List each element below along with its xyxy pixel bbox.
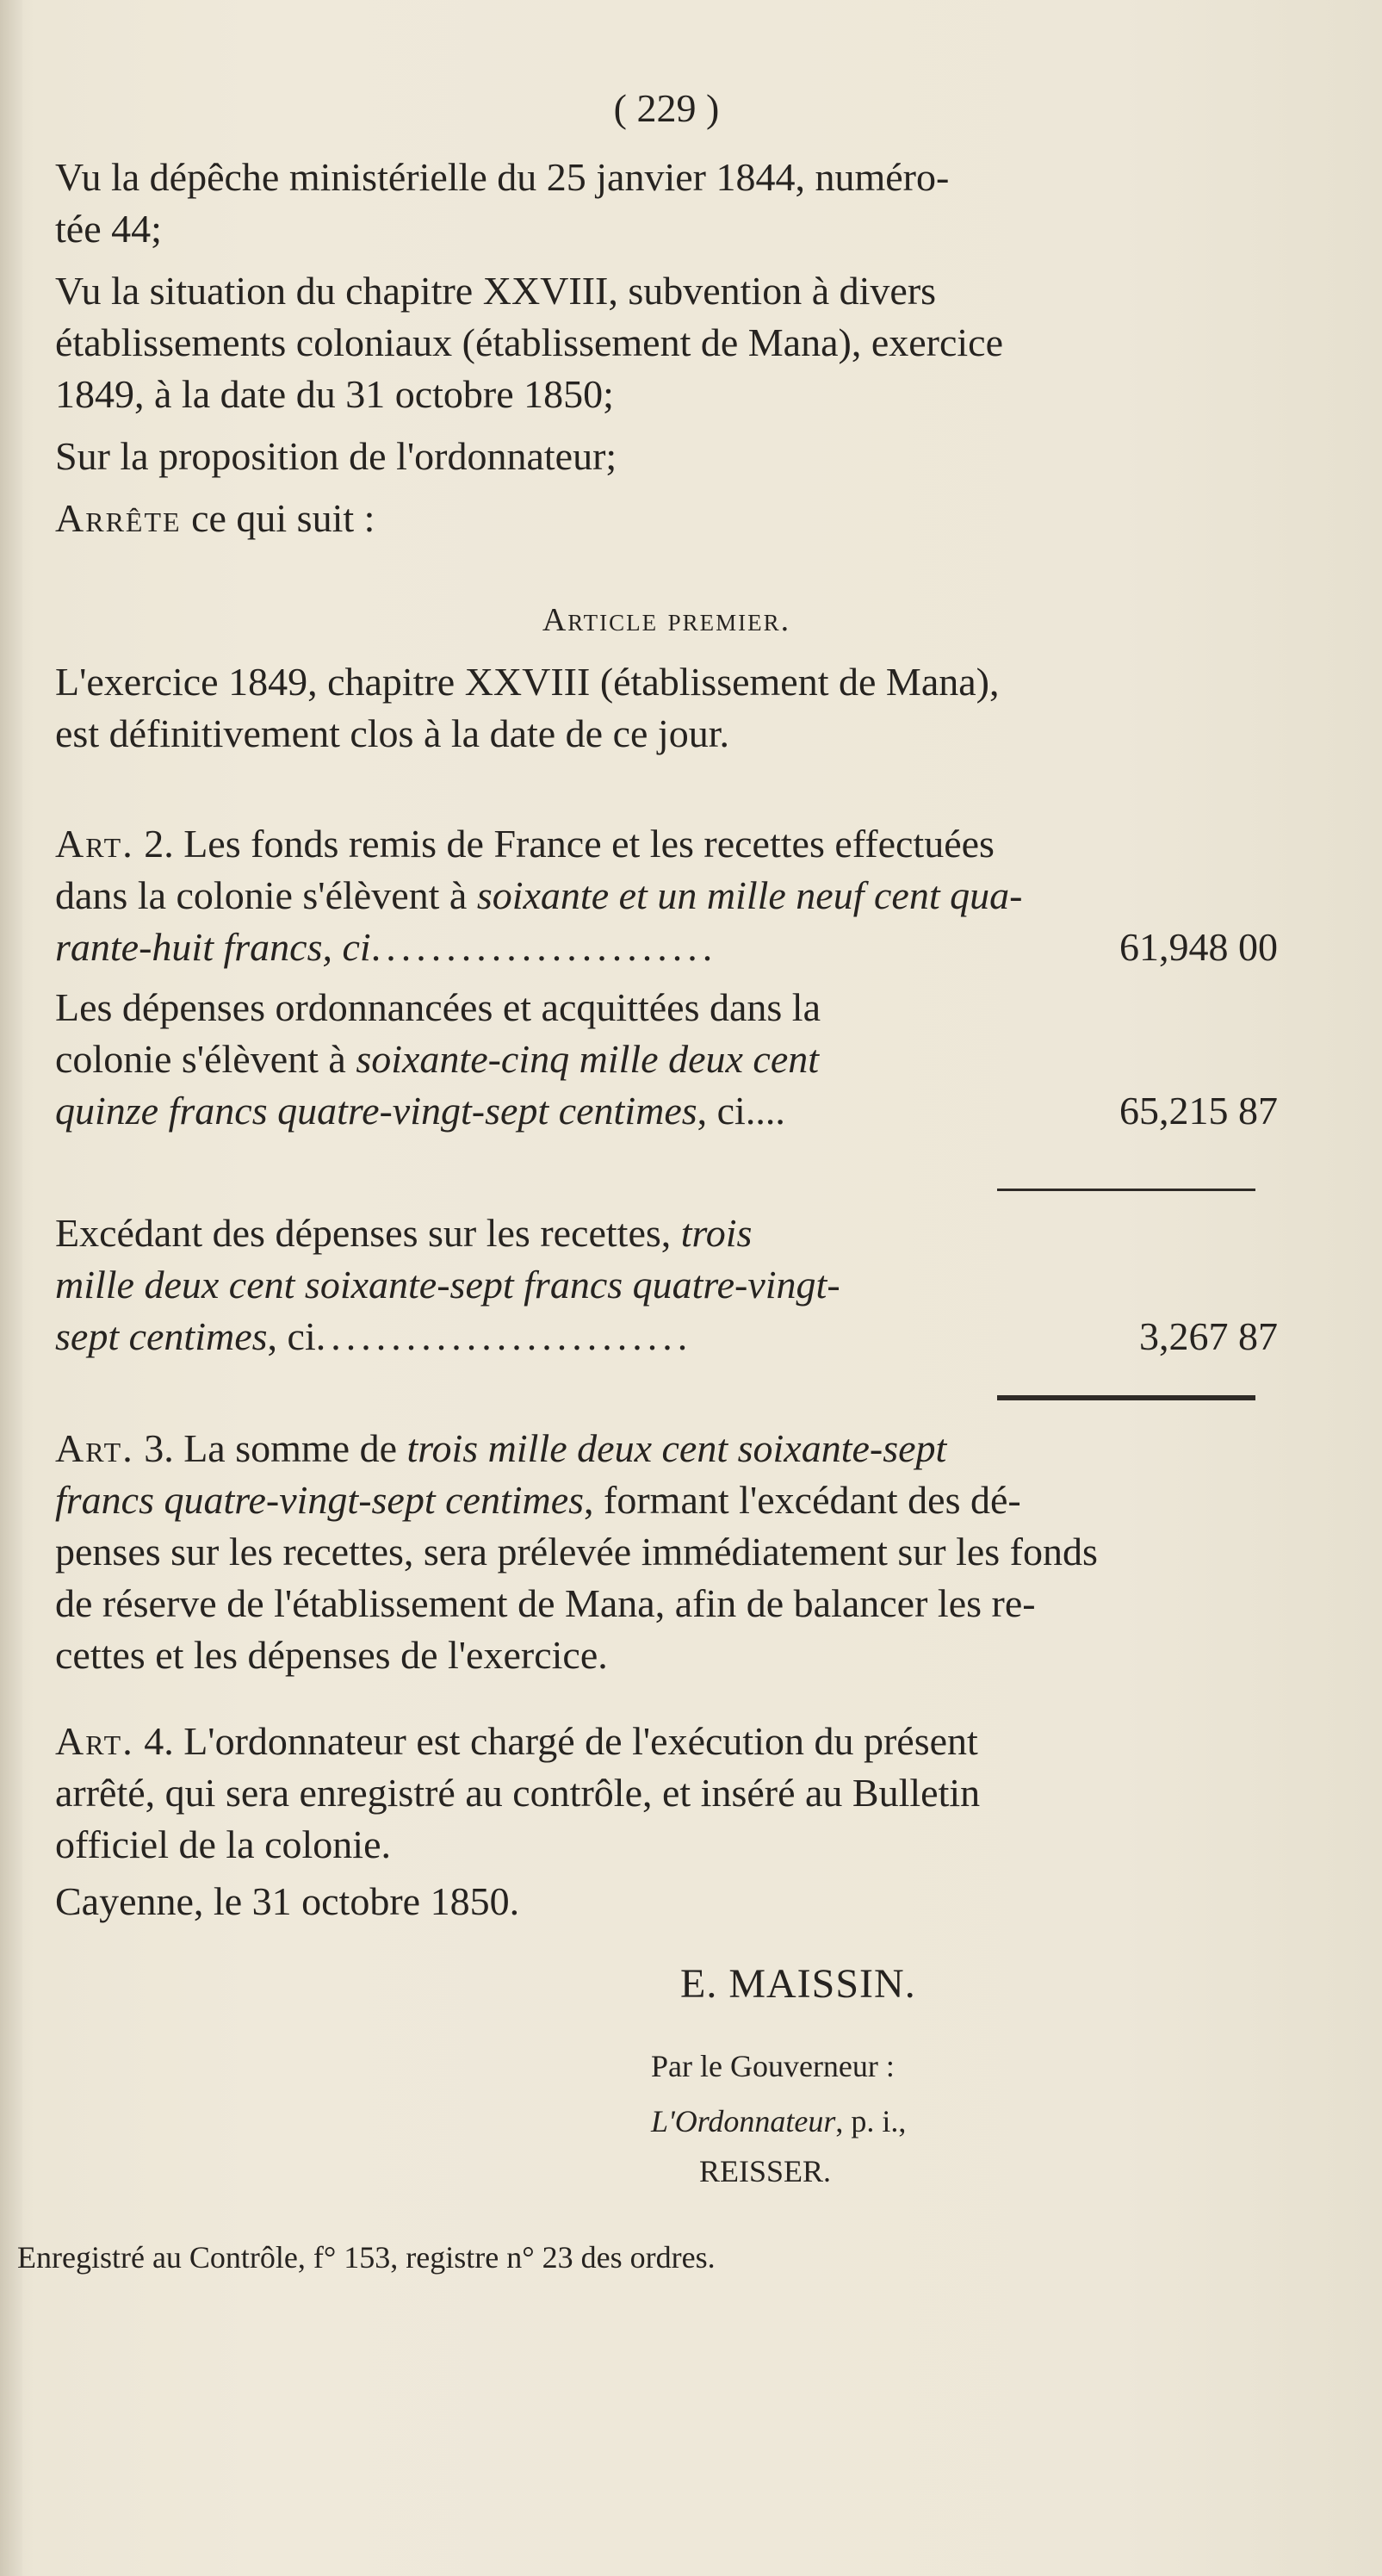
exc-line3-rest: , ci xyxy=(267,1314,316,1358)
leader-dots: ....................... xyxy=(370,925,718,969)
ordonnateur-italic: L'Ordonnateur xyxy=(651,2104,836,2138)
signatory: E. MAISSIN. xyxy=(680,1961,916,2007)
art1-line2: est définitivement clos à la date de ce jour. xyxy=(55,711,729,755)
art2-label: Art. xyxy=(55,822,134,866)
ledger-row-depenses xyxy=(55,1085,1278,1137)
article-4 xyxy=(55,1716,1278,1871)
place-date xyxy=(55,1876,1278,1927)
page-number xyxy=(55,83,1278,134)
par-le-gouverneur: Par le Gouverneur : xyxy=(651,2049,895,2083)
para-arrete xyxy=(55,493,1278,544)
art3-line5: cettes et les dépenses de l'exercice. xyxy=(55,1633,608,1677)
article-1 xyxy=(55,656,1278,760)
art4-line3: officiel de la colonie. xyxy=(55,1822,391,1866)
art1-line1: L'exercice 1849, chapitre XXVIII (établissement de Mana), xyxy=(55,660,1000,704)
art2-line1-rest: 2. Les fonds remis de France et les recettes effectuées xyxy=(133,822,995,866)
art4-line1-rest: 4. L'ordonnateur est chargé de l'exécution du présent xyxy=(133,1719,978,1763)
art3-line2 xyxy=(55,1474,1278,1526)
art3-line1 xyxy=(55,1423,1278,1474)
art4-label: Art. xyxy=(55,1719,134,1763)
excedant xyxy=(55,1207,1278,1362)
sum-rule-2 xyxy=(997,1395,1255,1400)
exc-line3-italic: sept centimes xyxy=(55,1314,268,1358)
ledger-row-excedant xyxy=(55,1311,1278,1362)
exc-line2-italic: mille deux cent soixante-sept francs quatre-vingt- xyxy=(55,1263,840,1307)
art4-line2: arrêté, qui sera enregistré au contrôle, et inséré au Bulletin xyxy=(55,1771,981,1815)
para-situation-1: Vu la situation du chapitre XXVIII, subvention à divers xyxy=(55,269,937,313)
reisser-name: REISSER. xyxy=(699,2154,832,2188)
exc-line1-plain: Excédant des dépenses sur les recettes, xyxy=(55,1211,681,1255)
exc-line1-italic: trois xyxy=(680,1211,753,1255)
para-depeche: Vu la dépêche ministérielle du 25 janvier 1844, numéro- xyxy=(55,155,950,199)
dep-line2 xyxy=(55,1034,1278,1085)
art3-line4: de réserve de l'établissement de Mana, afin de balancer les re- xyxy=(55,1581,1036,1625)
para-depeche-cont: tée 44; xyxy=(55,207,162,251)
amount-excedant: 3,267 87 xyxy=(1139,1314,1278,1358)
art3-label: Art. xyxy=(55,1426,134,1470)
ordonnateur-rest: , p. i., xyxy=(835,2104,907,2138)
article-2 xyxy=(55,818,1278,1137)
amount-depenses: 65,215 87 xyxy=(1119,1089,1278,1133)
dep-line1: Les dépenses ordonnancées et acquittées dans la xyxy=(55,985,821,1029)
article-3 xyxy=(55,1423,1278,1681)
para-situation-2: établissements coloniaux (établissement de Mana), exercice xyxy=(55,320,1004,364)
art2-line1 xyxy=(55,818,1278,870)
art2-line2-italic: soixante et un mille neuf cent qua- xyxy=(476,873,1023,917)
art3-line1-italic: trois mille deux cent soixante-sept xyxy=(406,1426,947,1470)
leader-dots: ......................... xyxy=(315,1314,693,1358)
arrete-rest: ce qui suit : xyxy=(181,496,375,540)
art2-line3-italic: rante-huit francs, ci xyxy=(55,925,371,969)
arrete-word: Arrête xyxy=(55,496,182,540)
sum-rule-1 xyxy=(997,1189,1255,1191)
para-situation-3: 1849, à la date du 31 octobre 1850; xyxy=(55,372,614,416)
art3-line1-plain: 3. La somme de xyxy=(133,1426,407,1470)
footer-registration: Enregistré au Contrôle, f° 153, registre n° 23 des ordres. xyxy=(17,2240,716,2275)
binding-gutter xyxy=(0,0,22,2576)
art2-line2 xyxy=(55,870,1278,922)
art3-line3: penses sur les recettes, sera prélevée immédiatement sur les fonds xyxy=(55,1530,1098,1574)
para-proposition: Sur la proposition de l'ordonnateur; xyxy=(55,434,617,478)
art3-line2-italic: francs quatre-vingt-sept centimes xyxy=(55,1478,585,1522)
dep-line3-italic: quinze francs quatre-vingt-sept centimes xyxy=(55,1089,697,1133)
place-date-text: Cayenne, le 31 octobre 1850. xyxy=(55,1879,520,1923)
page-number-text: ( 229 ) xyxy=(613,86,720,130)
amount-recettes: 61,948 00 xyxy=(1119,925,1278,969)
article-heading xyxy=(55,594,1278,646)
dep-line3-rest: , ci.... xyxy=(697,1089,785,1133)
art3-line2-rest: , formant l'excédant des dé- xyxy=(584,1478,1021,1522)
exc-line2 xyxy=(55,1259,1278,1311)
ledger-row-recettes xyxy=(55,922,1278,973)
preamble xyxy=(55,152,1278,544)
article-premier: Article premier. xyxy=(542,602,791,638)
art4-line1 xyxy=(55,1716,1278,1767)
art2-line2-plain: dans la colonie s'élèvent à xyxy=(55,873,477,917)
dep-line2-plain: colonie s'élèvent à xyxy=(55,1037,356,1081)
ordonnateur-line xyxy=(651,2103,906,2139)
dep-line2-italic: soixante-cinq mille deux cent xyxy=(356,1037,820,1081)
exc-line1 xyxy=(55,1207,1278,1259)
